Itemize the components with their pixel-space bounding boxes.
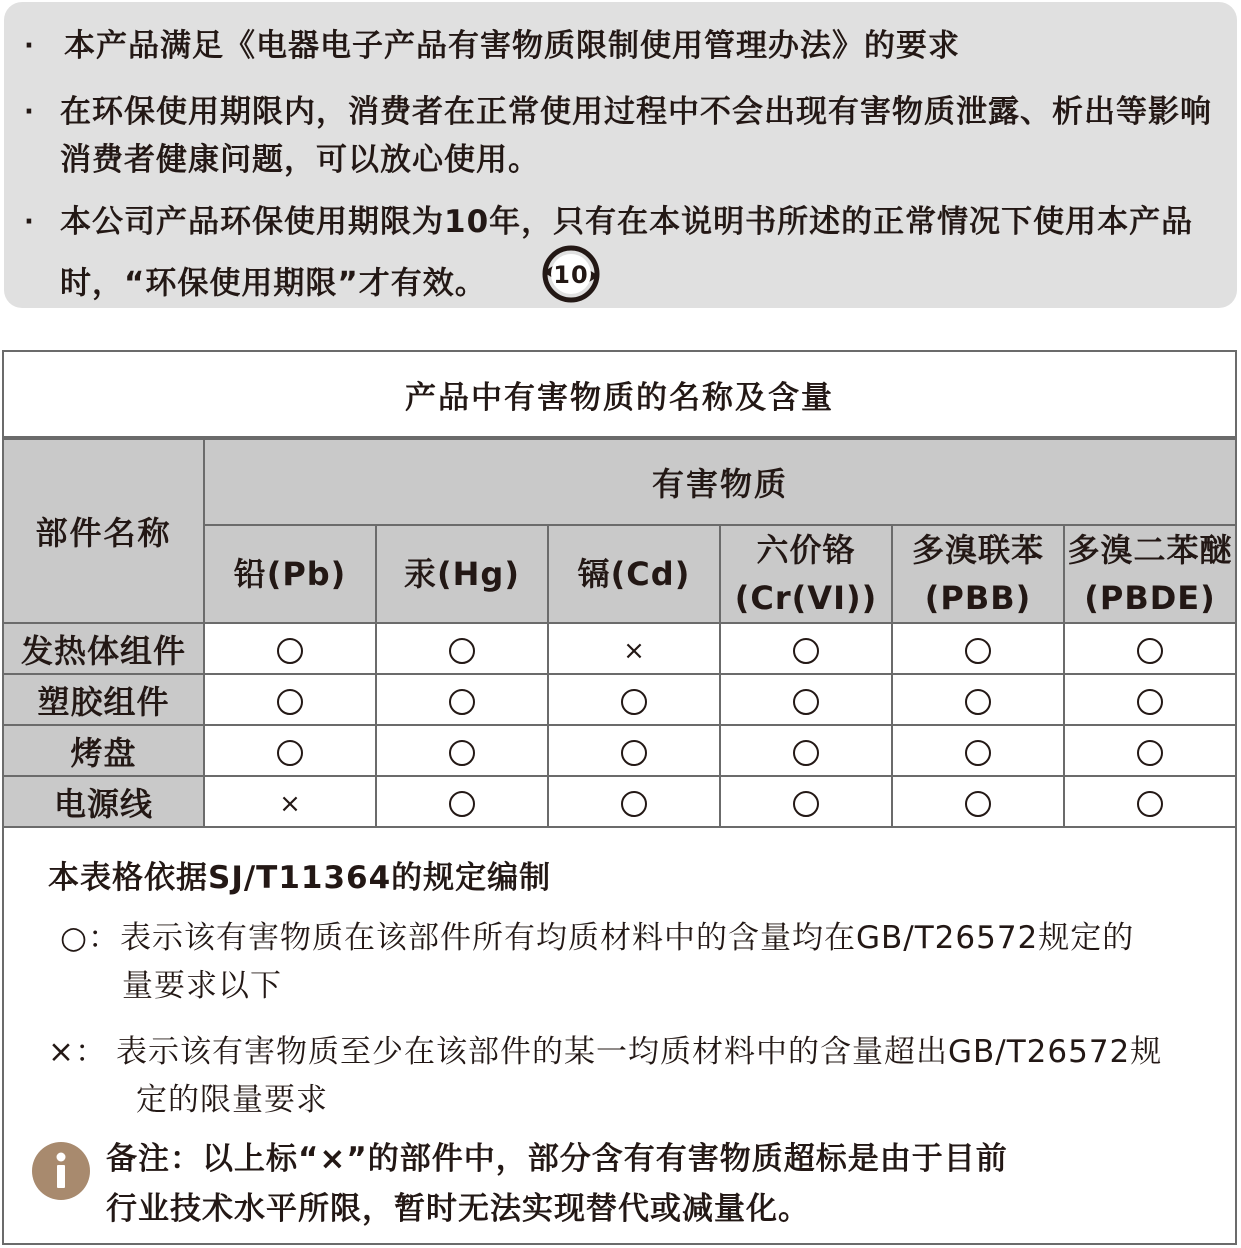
hazard-sheet	[2, 350, 1237, 1245]
compliant-circle-mark	[277, 689, 303, 715]
cell-cd	[548, 725, 720, 776]
legend-cross-line2: 定的限量要求	[136, 1082, 328, 1118]
legend-circle-line1: 表示该有害物质在该部件所有均质材料中的含量均在GB/T26572规定的	[120, 920, 1135, 956]
cell-pbde	[1064, 725, 1235, 776]
exceeds-cross-mark: ×	[623, 635, 645, 666]
compliant-circle-mark	[793, 689, 819, 715]
col-header-cr-line2: (Cr(VI))	[734, 579, 878, 617]
col-header-cr	[720, 525, 892, 623]
cell-cr	[720, 725, 892, 776]
eco-period-badge-icon	[539, 242, 603, 320]
compliant-circle-mark	[449, 791, 475, 817]
legend-cross-line1: 表示该有害物质至少在该部件的某一均质材料中的含量超出GB/T26572规	[116, 1034, 1163, 1070]
compliant-circle-mark	[1137, 689, 1163, 715]
table-row	[4, 725, 1235, 776]
hazard-table	[4, 438, 1235, 828]
compliant-circle-mark	[965, 689, 991, 715]
table-title: 产品中有害物质的名称及含量	[4, 352, 1235, 438]
col-header-pbde-line2: (PBDE)	[1084, 579, 1216, 617]
row-part-name: 塑胶组件	[4, 674, 204, 725]
compliant-circle-mark	[621, 740, 647, 766]
col-header-hg-label: 汞(Hg)	[404, 555, 520, 593]
cell-cd	[548, 623, 720, 674]
cell-pbde	[1064, 623, 1235, 674]
cell-pb	[204, 725, 376, 776]
col-header-pb-label: 铅(Pb)	[233, 555, 347, 593]
cell-pbb	[892, 776, 1064, 827]
col-header-cr-line1: 六价铬	[756, 531, 856, 569]
cell-pbb	[892, 674, 1064, 725]
cell-hg	[376, 674, 548, 725]
compliant-circle-mark	[1137, 638, 1163, 664]
col-header-cd-label: 镉(Cd)	[577, 555, 691, 593]
bullet-text-3: 本公司产品环保使用期限为10年，只有在本说明书所述的正常情况下使用本产品时，“环保使用期限”才有效。	[60, 204, 1194, 302]
remark-text	[106, 1134, 1216, 1234]
remark-line2: 行业技术水平所限，暂时无法实现替代或减量化。	[106, 1191, 810, 1227]
col-header-pbb	[892, 525, 1064, 623]
col-header-pbb-line1: 多溴联苯	[911, 531, 1044, 569]
compliant-circle-mark	[793, 638, 819, 664]
legend-circle-text	[120, 914, 1220, 1010]
compliant-circle-mark	[277, 740, 303, 766]
compliant-circle-mark	[621, 791, 647, 817]
compliant-circle-mark	[449, 689, 475, 715]
compliant-circle-mark	[621, 689, 647, 715]
cell-hg	[376, 725, 548, 776]
compliant-circle-mark	[793, 740, 819, 766]
compliant-circle-mark	[1137, 791, 1163, 817]
compliant-circle-mark	[449, 638, 475, 664]
col-header-pbb-line2: (PBB)	[924, 579, 1032, 617]
row-part-name: 发热体组件	[4, 623, 204, 674]
cell-hg	[376, 623, 548, 674]
cell-pb	[204, 623, 376, 674]
notes-title: 本表格依据SJ/T11364的规定编制	[48, 860, 552, 896]
col-header-hg	[376, 525, 548, 623]
cell-cr	[720, 623, 892, 674]
info-box	[4, 2, 1237, 308]
substance-group-header: 有害物质	[204, 439, 1235, 525]
cell-pbb	[892, 725, 1064, 776]
cell-pbde	[1064, 674, 1235, 725]
bullet-dot: ·	[24, 31, 34, 61]
cell-hg	[376, 776, 548, 827]
row-part-name: 烤盘	[4, 725, 204, 776]
compliant-circle-mark	[277, 638, 303, 664]
legend-circle-symbol: ○：	[60, 920, 121, 956]
compliant-circle-mark	[1137, 740, 1163, 766]
row-part-name: 电源线	[4, 776, 204, 827]
col-header-cd	[548, 525, 720, 623]
table-row	[4, 623, 1235, 674]
remark-line1: 备注：以上标“×”的部件中，部分含有有害物质超标是由于目前	[106, 1141, 1008, 1177]
cell-pbb	[892, 623, 1064, 674]
bullet-text-1: 本产品满足《电器电子产品有害物质限制使用管理办法》的要求	[64, 28, 960, 64]
compliant-circle-mark	[965, 791, 991, 817]
cell-cr	[720, 776, 892, 827]
compliant-circle-mark	[965, 638, 991, 664]
legend-cross-text	[116, 1028, 1231, 1124]
cell-pb	[204, 674, 376, 725]
col-header-pbde-line1: 多溴二苯醚	[1067, 531, 1233, 569]
cell-pb	[204, 776, 376, 827]
legend-cross-symbol: ×：	[48, 1034, 107, 1070]
compliant-circle-mark	[449, 740, 475, 766]
legend-circle-line2: 量要求以下	[122, 968, 282, 1004]
part-name-header: 部件名称	[4, 439, 204, 623]
bullet-dot: ·	[24, 207, 34, 237]
col-header-pbde	[1064, 525, 1235, 623]
table-row	[4, 674, 1235, 725]
badge-number: 10	[552, 261, 589, 289]
table-row	[4, 776, 1235, 827]
cell-pbde	[1064, 776, 1235, 827]
col-header-pb	[204, 525, 376, 623]
cell-cr	[720, 674, 892, 725]
exceeds-cross-mark: ×	[279, 788, 301, 819]
bullet-text-2: 在环保使用期限内，消费者在正常使用过程中不会出现有害物质泄露、析出等影响消费者健康问题，可以放心使用。	[60, 94, 1212, 178]
compliant-circle-mark	[965, 740, 991, 766]
bullet-dot: ·	[24, 97, 34, 127]
compliant-circle-mark	[793, 791, 819, 817]
cell-cd	[548, 674, 720, 725]
cell-cd	[548, 776, 720, 827]
bullet-text-3-wrap	[60, 198, 1220, 324]
info-icon	[32, 1142, 90, 1204]
